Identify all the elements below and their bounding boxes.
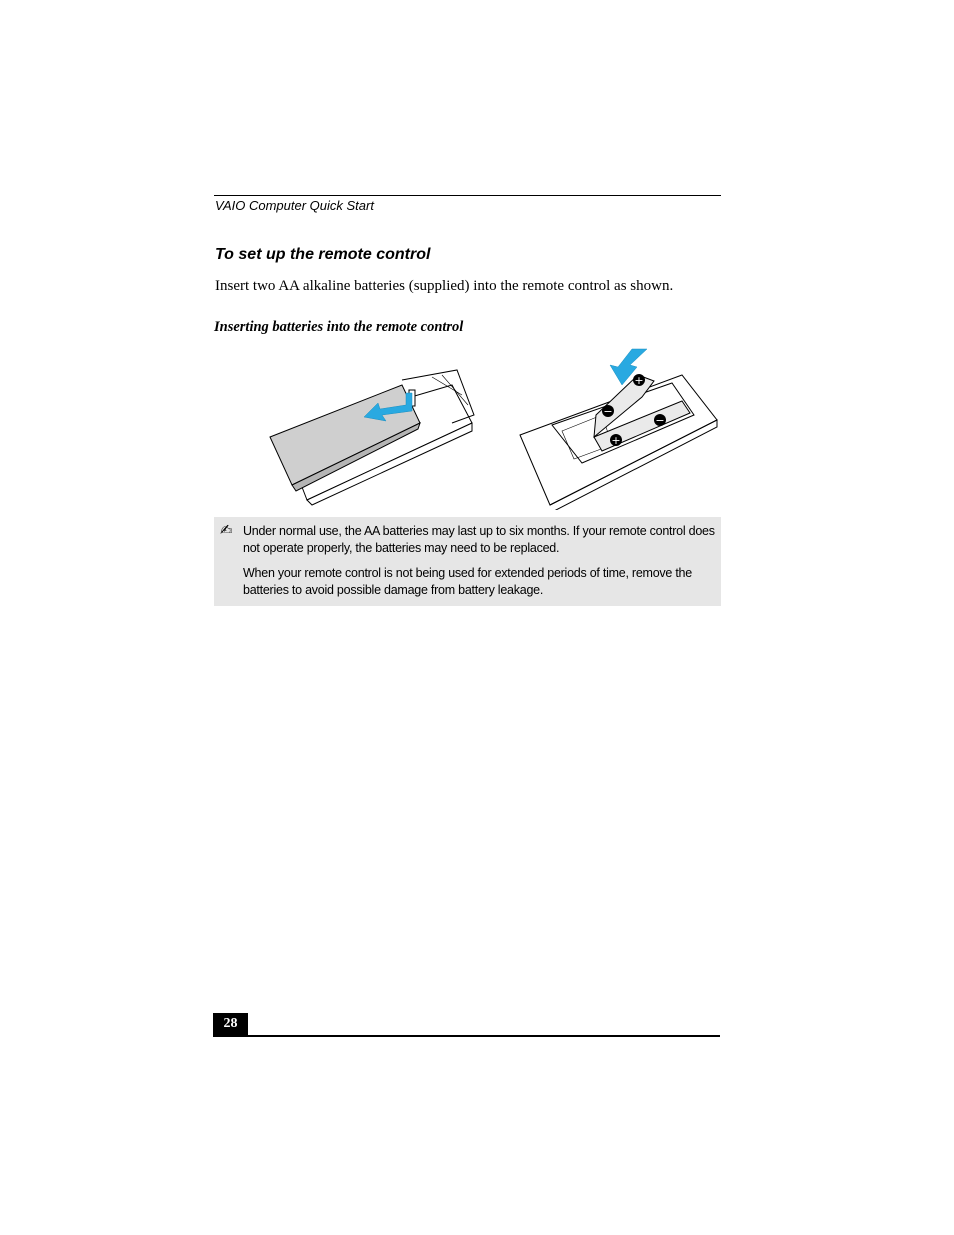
svg-text:+: + (634, 374, 644, 387)
battery-insertion-illustration (262, 345, 722, 510)
body-text: Insert two AA alkaline batteries (supplied) into the remote control as shown. (215, 278, 674, 294)
note-box (214, 517, 721, 606)
section-title: To set up the remote control (215, 246, 431, 263)
svg-text:−: − (655, 414, 665, 427)
header-rule (214, 195, 721, 196)
note-paragraph-2: When your remote control is not being used for extended periods of time, remove the batteries to avoid possible damage from battery leakage. (243, 566, 692, 597)
note-paragraph-1: Under normal use, the AA batteries may last up to six months. If your remote control does not operate properly, the batteries may need to be replaced. (243, 524, 715, 555)
remote-cover-removal-illustration (270, 370, 474, 505)
svg-text:+: + (611, 434, 621, 447)
svg-text:−: − (603, 405, 613, 418)
footer-rule (213, 1035, 720, 1037)
figure-caption: Inserting batteries into the remote control (214, 319, 464, 335)
running-head: VAIO Computer Quick Start (215, 198, 374, 213)
page-number: 28 (213, 1013, 248, 1035)
note-pencil-icon: ✍ (220, 521, 233, 539)
